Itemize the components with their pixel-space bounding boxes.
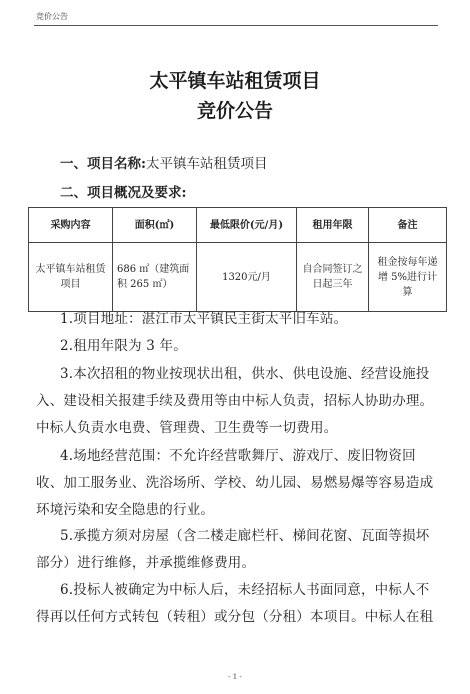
paragraph-scope: 4.场地经营范围：不允许经营歌舞厅、游戏厅、废旧物资回收、加工服务业、洗浴场所、学校、幼儿园、易燃易爆等容易造成环境污染和安全隐患的行业。 (36, 448, 434, 518)
table-header-cell: 采购内容 (29, 208, 113, 243)
table-cell-min-price: 1320元/月 (197, 243, 297, 312)
table-header-row (29, 208, 447, 243)
table-row (29, 243, 447, 312)
paragraph-responsibility: 3.本次招租的物业按现状出租，供水、供电设施、经营设施投入、建设相关报建手续及费用等由中标人负责，招标人协助办理。中标人负责水电费、管理费、卫生费等一切费用。 (36, 366, 434, 436)
paragraph-subletting: 6.投标人被确定为中标人后，未经招标人书面同意，中标人不得再以任何方式转包（转租）或分包（分租）本项目。中标人在租 (36, 582, 434, 625)
paragraph-address: 1.项目地址：湛江市太平镇民主街太平旧车站。 (60, 311, 348, 327)
section-overview (60, 184, 186, 202)
header-divider (34, 25, 438, 26)
document-subtitle: 竞价公告 (196, 100, 273, 122)
table-header-cell: 备注 (369, 208, 447, 243)
section-heading: 二、项目概况及要求: (60, 185, 187, 201)
document-title: 太平镇车站租赁项目 (149, 70, 321, 92)
table-cell-term: 自合同签订之日起三年 (297, 243, 369, 312)
section-project-name (60, 155, 267, 173)
page-number: - 1 - (228, 673, 242, 681)
paragraph-maintenance: 5.承揽方须对房屋（含二楼走廊栏杆、梯间花窗、瓦面等损坏部分）进行维修，并承揽维修费用。 (36, 528, 430, 571)
table-header-cell: 最低限价(元/月) (197, 208, 297, 243)
table-cell-notes: 租金按每年递增 5%进行计算 (369, 243, 447, 312)
table-cell-content: 太平镇车站租赁项目 (29, 243, 113, 312)
section-heading: 一、项目名称: (60, 156, 146, 172)
paragraph-term: 2.租用年限为 3 年。 (60, 338, 187, 354)
table-cell-area: 686 ㎡（建筑面积 265 ㎡） (113, 243, 197, 312)
project-name-value: 太平镇车站租赁项目 (145, 156, 268, 172)
table-header-cell: 租用年限 (297, 208, 369, 243)
running-header: 竞价公告 (36, 12, 68, 21)
requirements-table (28, 207, 447, 312)
table-header-cell: 面积(㎡) (113, 208, 197, 243)
